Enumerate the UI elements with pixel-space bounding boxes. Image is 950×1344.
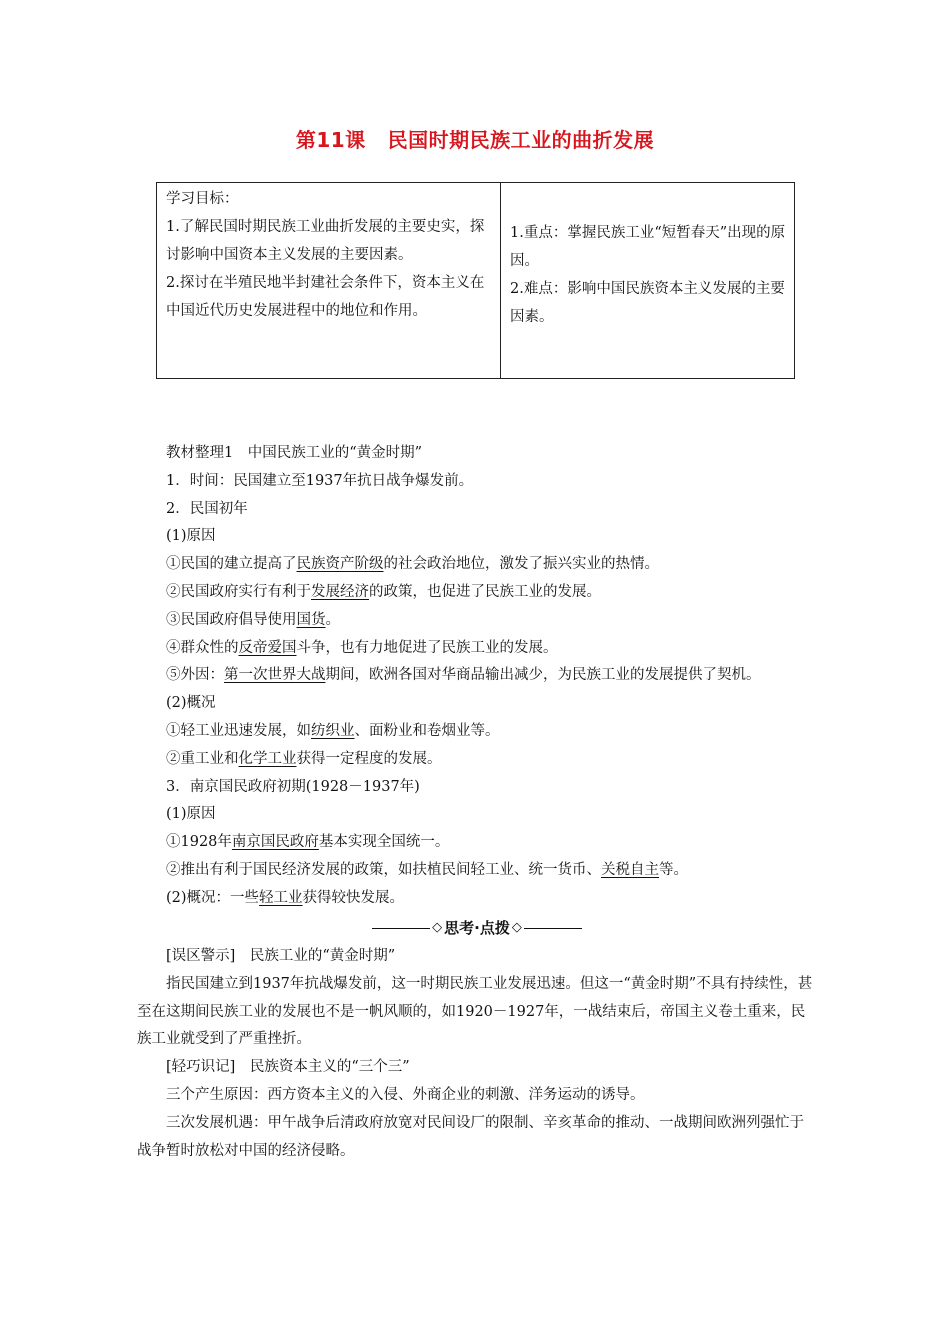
goals-heading: 学习目标： [166, 191, 239, 207]
diamond-icon: ◇ [511, 920, 522, 936]
key-points-cell [501, 183, 794, 378]
overview-item-2: ②重工业和化学工业获得一定程度的发展。 [166, 750, 442, 767]
nanjing-heading: 3．南京国民政府初期(1928－1937年) [166, 778, 420, 795]
reason-label: (1)原因 [166, 528, 216, 545]
reason-item-2: ②民国政府实行有利于发展经济的政策，也促进了民族工业的发展。 [166, 583, 601, 600]
goal-item: 2.探讨在半殖民地半封建社会条件下，资本主义在中国近代历史发展进程中的地位和作用。 [166, 275, 485, 319]
nanjing-reason-2: ②推出有利于国民经济发展的政策，如扶植民间轻工业、统一货币、关税自主等。 [166, 861, 688, 878]
blank-answer: 轻工业 [259, 889, 303, 906]
warning-body: 指民国建立到1937年抗战爆发前，这一时期民族工业发展迅速。但这一“黄金时期”不具有持续性，甚至在这期间民族工业的发展也不是一帆风顺的，如1920－1927年，一战结束后，帝国主义卷土重来，民族工业就受到了严重挫折。 [137, 975, 813, 1048]
divider-line [524, 928, 582, 929]
overview-label: (2)概况 [166, 695, 216, 712]
nanjing-reason-label: (1)原因 [166, 806, 216, 823]
difficult-point: 2.难点：影响中国民族资本主义发展的主要因素。 [510, 281, 785, 325]
blank-answer: 民族资产阶级 [296, 556, 384, 573]
reason-item-4: ④群众性的反帝爱国斗争，也有力地促进了民族工业的发展。 [166, 639, 558, 656]
divider-line [372, 928, 430, 929]
goal-item: 1.了解民国时期民族工业曲折发展的主要史实，探讨影响中国资本主义发展的主要因素。 [166, 219, 485, 263]
blank-answer: 第一次世界大战 [224, 667, 326, 684]
lesson-number: 第11课 [295, 128, 366, 152]
memo-item-2: 三次发展机遇：甲午战争后清政府放宽对民间设厂的限制、辛亥革命的推动、一战期间欧洲列强忙于战争暂时放松对中国的经济侵略。 [137, 1114, 804, 1159]
overview-item-1: ①轻工业迅速发展，如纺织业、面粉业和卷烟业等。 [166, 722, 500, 739]
page-title [0, 124, 950, 153]
nanjing-reason-1: ①1928年南京国民政府基本实现全国统一。 [166, 834, 450, 851]
blank-answer: 关税自主 [601, 861, 659, 878]
think-header-text: 思考·点拨 [444, 918, 510, 937]
early-republic-heading: 2．民国初年 [166, 500, 248, 517]
learning-goals-cell [157, 183, 501, 378]
blank-answer: 发展经济 [311, 583, 369, 600]
warning-title: [误区警示] 民族工业的“黄金时期” [166, 948, 396, 965]
blank-answer: 南京国民政府 [231, 834, 319, 851]
reason-item-5: ⑤外因：第一次世界大战期间，欧洲各国对华商品输出减少，为民族工业的发展提供了契机。 [166, 667, 761, 684]
reason-item-3: ③民国政府倡导使用国货。 [166, 611, 340, 628]
memo-item-1: 三个产生原因：西方资本主义的入侵、外商企业的刺激、洋务运动的诱导。 [166, 1087, 645, 1104]
blank-answer: 国货 [296, 611, 326, 628]
blank-answer: 化学工业 [238, 750, 297, 767]
blank-answer: 反帝爱国 [238, 639, 297, 656]
diamond-icon: ◇ [432, 920, 443, 936]
lesson-name: 民国时期民族工业的曲折发展 [387, 128, 655, 152]
main-content [137, 440, 817, 1165]
reason-item-1: ①民国的建立提高了民族资产阶级的社会政治地位，激发了振兴实业的热情。 [166, 556, 659, 573]
think-section-header [137, 914, 817, 943]
key-point: 1.重点：掌握民族工业“短暂春天”出现的原因。 [510, 225, 786, 269]
learning-goals-table [156, 182, 795, 379]
nanjing-overview: (2)概况：一些轻工业获得较快发展。 [166, 889, 405, 906]
blank-answer: 纺织业 [311, 722, 355, 739]
memo-title: [轻巧识记] 民族资本主义的“三个三” [166, 1059, 410, 1076]
section-heading: 教材整理1 中国民族工业的“黄金时期” [166, 445, 423, 461]
time-line: 1．时间：民国建立至1937年抗日战争爆发前。 [166, 472, 474, 489]
